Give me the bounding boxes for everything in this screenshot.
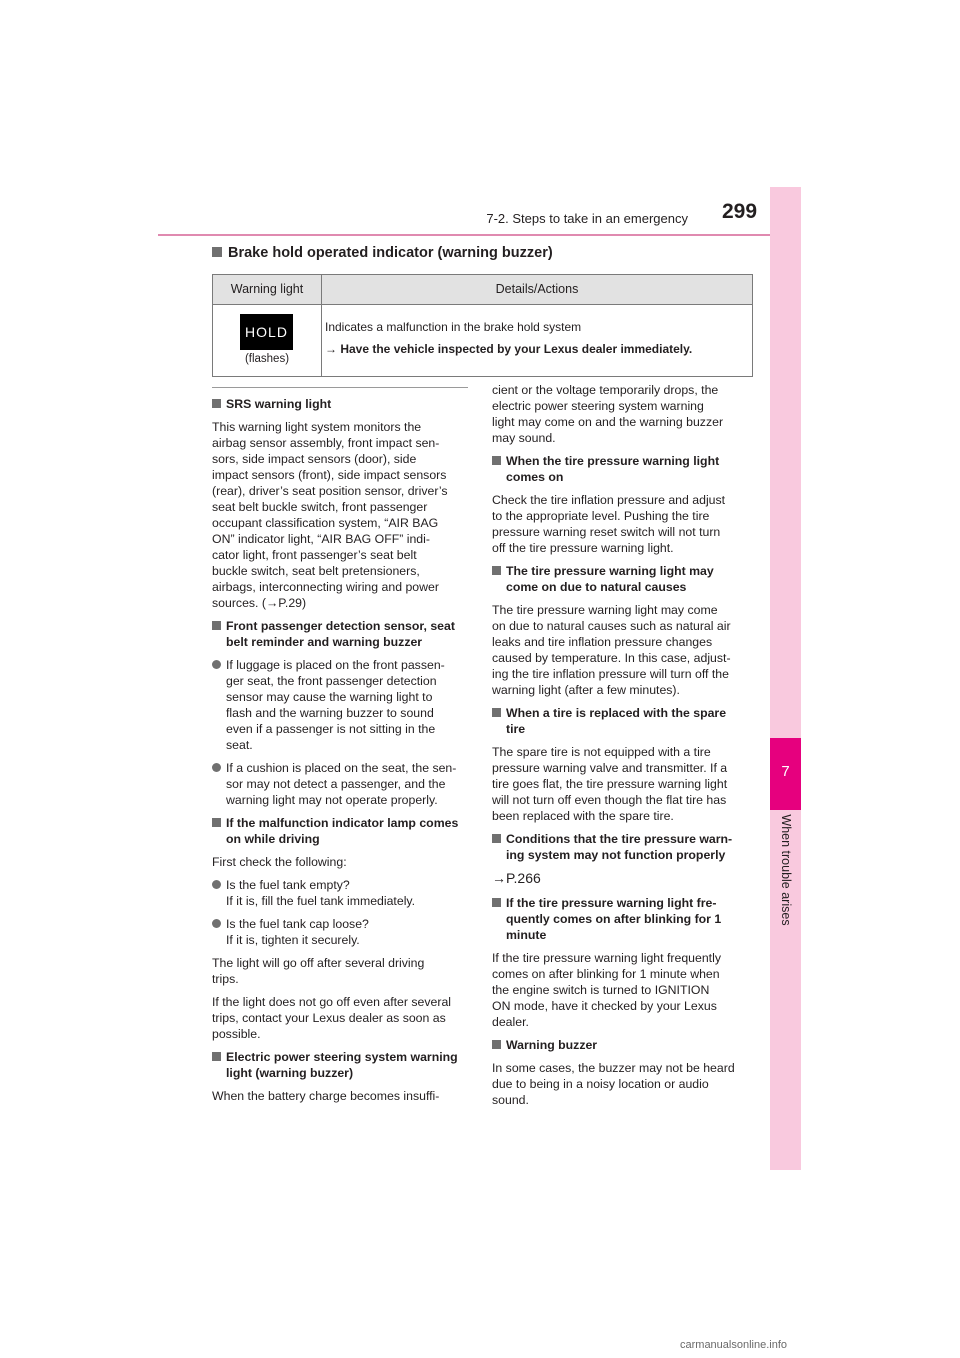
square-bullet-icon: [212, 247, 222, 257]
chapter-side-tab: [770, 187, 801, 1170]
srs-body: This warning light system monitors the airbag sensor assembly, front impact sen- sors, side impact sensors (door), side impact sensors (front), side impact sensors (rear), driver’s seat position sensor, driver’s seat belt buckle switch, front passenger occupant classification system, “AIR BAG ON” indicator light, “AIR BAG OFF” indi- cator light, front passenger’s seat belt buckle switch, seat belt pretensioners, airbags, interconnecting wiring and power sources. (→P.29): [212, 420, 448, 610]
watermark: carmanualsonline.info: [680, 1339, 788, 1351]
chapter-label: When trouble arises: [779, 814, 793, 926]
front-passenger-bullet-1: If luggage is placed on the front passen- ger seat, the front passenger detection sensor may cause the warning light to flash and the warning buzzer to sound even if a passenger is not sitting in the seat.: [212, 657, 470, 753]
blinking-body: If the tire pressure warning light frequently comes on after blinking for 1 minute when the engine switch is turned to IGNITION ON mode, have it checked by your Lexus dealer.: [492, 951, 721, 1029]
mil-bullet-1: Is the fuel tank empty? If it is, fill the fuel tank immediately.: [212, 877, 470, 909]
warning-buzzer-title: Warning buzzer: [492, 1037, 752, 1053]
mil-intro: First check the following:: [212, 855, 347, 869]
table-column-divider: [321, 275, 322, 376]
chapter-number-box: [770, 738, 801, 810]
mil-body-1: The light will go off after several driving trips.: [212, 956, 425, 986]
table-header-row: [213, 275, 752, 305]
right-column: [492, 382, 752, 1115]
tpw-on-title: When the tire pressure warning light comes on: [492, 453, 752, 485]
page-number: 299: [722, 200, 758, 223]
front-passenger-title: Front passenger detection sensor, seat belt reminder and warning buzzer: [212, 618, 470, 650]
header-rule: [158, 234, 770, 236]
eps-continued: cient or the voltage temporarily drops, the electric power steering system warning light may come on and the warning buzzer may sound.: [492, 383, 724, 445]
eps-title: Electric power steering system warning light (warning buzzer): [212, 1049, 470, 1081]
mil-body-2: If the light does not go off even after several trips, contact your Lexus dealer as soon as possible.: [212, 995, 452, 1041]
warning-light-table: [212, 274, 753, 377]
chapter-number: 7: [781, 763, 790, 780]
eps-body: When the battery charge becomes insuffi-: [212, 1089, 440, 1103]
flash-note: (flashes): [244, 353, 290, 365]
conditions-page-reference[interactable]: →P.266: [492, 870, 541, 886]
srs-title: SRS warning light: [212, 396, 470, 412]
action-text: → Have the vehicle inspected by your Lexus dealer immediately.: [325, 342, 693, 356]
details-text: Indicates a malfunction in the brake hold system: [325, 320, 582, 334]
header-details-actions: Details/Actions: [495, 282, 579, 296]
left-column: [212, 396, 470, 1111]
warning-buzzer-body: In some cases, the buzzer may not be heard due to being in a noisy location or audio sound.: [492, 1061, 735, 1107]
header-warning-light: Warning light: [230, 282, 304, 296]
section-title: 7-2. Steps to take in an emergency: [486, 211, 688, 226]
mil-title: If the malfunction indicator lamp comes on while driving: [212, 815, 470, 847]
mil-bullet-2: Is the fuel tank cap loose? If it is, tighten it securely.: [212, 916, 470, 948]
spare-tire-body: The spare tire is not equipped with a tire pressure warning valve and transmitter. If a tire goes flat, the tire pressure warning light will not turn off even though the flat tire has been replaced with the spare tire.: [492, 745, 728, 823]
blinking-title: If the tire pressure warning light fre- quently comes on after blinking for 1 minute: [492, 895, 752, 943]
conditions-title: Conditions that the tire pressure warn- ing system may not function properly: [492, 831, 752, 863]
spare-tire-title: When a tire is replaced with the spare tire: [492, 705, 752, 737]
natural-causes-title: The tire pressure warning light may come on due to natural causes: [492, 563, 752, 595]
column-top-rule: [212, 387, 468, 388]
natural-causes-body: The tire pressure warning light may come on due to natural causes such as natural air leaks and tire inflation pressure changes caused by temperature. In this case, adjust- ing the tire inflation pressure will turn off the warning light (after a few minutes).: [492, 603, 731, 697]
main-heading: [212, 245, 553, 261]
main-heading-text: Brake hold operated indicator (warning buzzer): [228, 245, 553, 261]
tpw-on-body: Check the tire inflation pressure and adjust to the appropriate level. Pushing the tire pressure warning reset switch will not turn off the tire pressure warning light.: [492, 493, 726, 555]
front-passenger-bullet-2: If a cushion is placed on the seat, the sen- sor may not detect a passenger, and the warning light may not operate properly.: [212, 760, 470, 808]
hold-indicator-icon: HOLD: [240, 314, 293, 350]
